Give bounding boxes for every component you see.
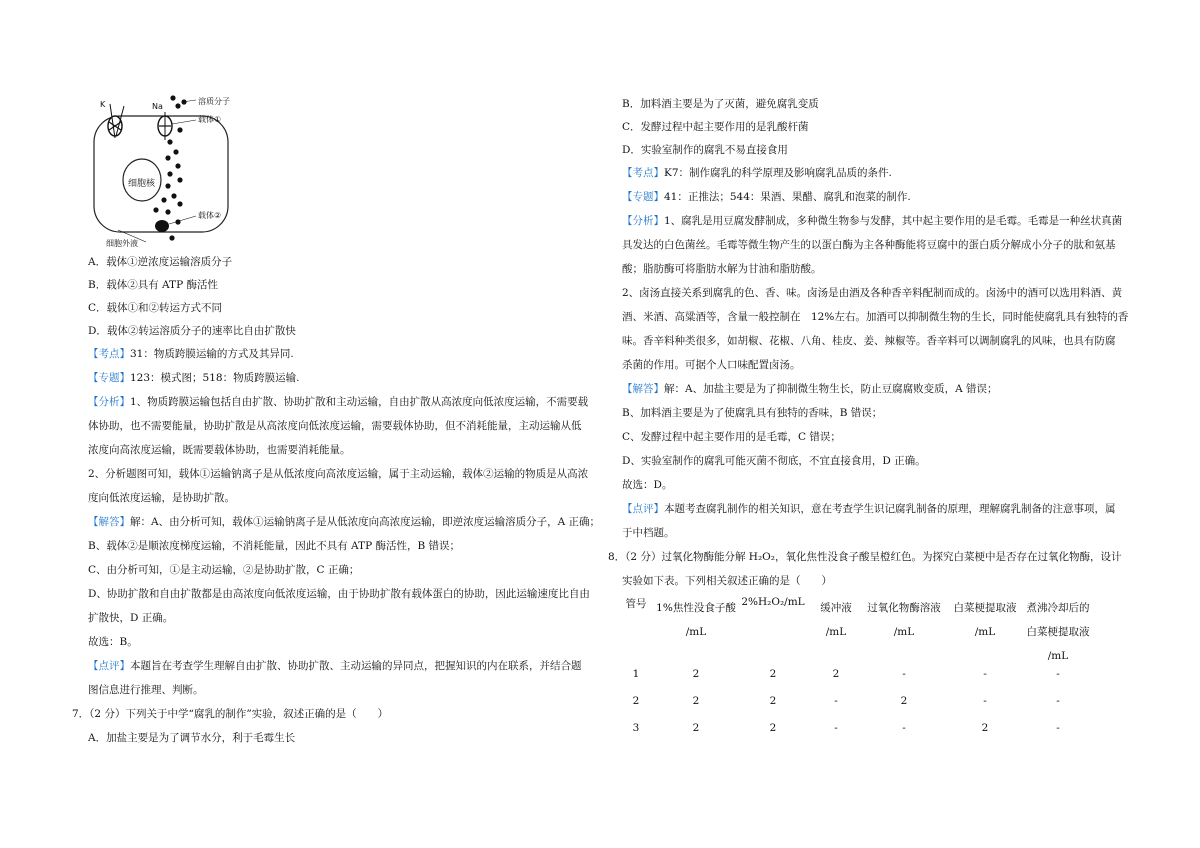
r-fenxi-line-1: 【分析】1、腐乳是用豆腐发酵制成，多种微生物参与发酵，其中起主要作用的是毛霉。毛霉是一种丝状真菌 <box>622 215 1123 227</box>
q6-option-b: B．载体②具有 ATP 酶活性 <box>88 279 218 291</box>
jieda-line-4: D、协助扩散和自由扩散都是由高浓度向低浓度运输，由于协助扩散有载体蛋白的协助，因此运输速度比自由 <box>88 588 590 600</box>
jieda-line-6: 故选：B。 <box>88 636 138 648</box>
kaodian-text: 31：物质跨膜运输的方式及其异同. <box>130 348 294 360</box>
jieda-line-5: 扩散快，D 正确。 <box>88 612 174 624</box>
r-fenxi2-line-2: 酒、米酒、高粱酒等，含量一般控制在 12%左右。加酒可以抑制微生物的生长，同时能使腐乳具有独特的香 <box>622 311 1129 323</box>
fenxi-line-2: 体协助，也不需要能量，协助扩散是从高浓度向低浓度运输，需要载体协助，但不消耗能量，主动运输从低 <box>88 420 582 432</box>
r-fenxi2-line-3: 味。香辛料种类很多，如胡椒、花椒、八角、桂皮、姜、辣椒等。香辛料可以调制腐乳的风味，也具有防腐 <box>622 335 1116 347</box>
q7-option-d: D．实验室制作的腐乳不易直接食用 <box>622 144 788 156</box>
r-kaodian-tag: 【考点】 <box>622 167 664 179</box>
q6-option-a: A．载体①逆浓度运输溶质分子 <box>88 256 233 268</box>
q6-option-d: D．载体②转运溶质分子的速率比自由扩散快 <box>88 325 296 337</box>
r-jieda-line-3: C、发酵过程中起主要作用的是毛霉，C 错误； <box>622 431 841 443</box>
q6-option-c: C．载体①和②转运方式不同 <box>88 302 223 314</box>
r-fenxi-line-3: 酸；脂肪酶可将脂肪水解为甘油和脂肪酸。 <box>622 263 822 275</box>
q7-option-c: C．发酵过程中起主要作用的是乳酸杆菌 <box>622 121 809 133</box>
dianping-line-1: 【点评】本题旨在考查学生理解自由扩散、协助扩散、主动运输的异同点，把握知识的内在联系，并结合题 <box>88 660 582 672</box>
q7-option-b: B．加料酒主要是为了灭菌，避免腐乳变质 <box>622 98 819 110</box>
cell-diagram <box>88 92 288 248</box>
th-tube: 管号 <box>625 598 647 610</box>
r-kaodian-line: 【考点】K7：制作腐乳的科学原理及影响腐乳品质的条件. <box>622 167 892 179</box>
q8-stem-line-1: 8．（2 分）过氧化物酶能分解 H₂O₂，氧化焦性没食子酸呈橙红色。为探究白菜梗中是否存在过氧化物酶，设计 <box>608 551 1122 563</box>
cell-diagram-svg <box>88 92 288 248</box>
r-fenxi2-line-4: 杀菌的作用。可据个人口味配置卤汤。 <box>622 359 801 371</box>
table-row: 1 2 2 2 - - - <box>632 668 1060 680</box>
th-peroxidase: 过氧化物酶溶液 /mL <box>867 602 941 638</box>
fenxi2-line-2: 度向低浓度运输，是协助扩散。 <box>88 492 235 504</box>
jieda-line-1: 【解答】解：A、由分析可知，载体①运输钠离子是从低浓度向高浓度运输，即逆浓度运输溶质分子，A 正确； <box>88 516 601 528</box>
q8-stem-line-2: 实验如下表。下列相关叙述正确的是（ ） <box>622 575 832 587</box>
q7-option-a: A．加盐主要是为了调节水分，利于毛霉生长 <box>88 732 296 744</box>
r-fenxi-line-2: 具发达的白色菌丝。毛霉等微生物产生的以蛋白酶为主各种酶能将豆腐中的蛋白质分解成小分子的肽和氨基 <box>622 239 1116 251</box>
th-cabbage-extract: 白菜梗提取液 /mL <box>953 602 1017 638</box>
dianping-tag: 【点评】 <box>88 660 130 672</box>
fenxi-line-3: 浓度向高浓度运输，既需要载体协助，也需要消耗能量。 <box>88 444 351 456</box>
experiment-table <box>622 596 1102 746</box>
kaodian-line <box>88 347 294 361</box>
label-k: K <box>100 100 106 109</box>
table-row: 2 2 2 - 2 - - <box>632 695 1060 707</box>
fenxi-tag: 【分析】 <box>88 396 130 408</box>
r-jieda-line-1: 【解答】解：A、加盐主要是为了抑制微生物生长，防止豆腐腐败变质，A 错误； <box>622 383 998 395</box>
table-row: 3 2 2 - - 2 - <box>632 722 1060 734</box>
r-jieda-line-5: 故选：D。 <box>622 479 673 491</box>
r-jieda-line-2: B、加料酒主要是为了使腐乳具有独特的香味，B 错误； <box>622 407 883 419</box>
r-dianping-tag: 【点评】 <box>622 503 664 515</box>
q7-stem: 7．（2 分）下列关于中学“腐乳的制作”实验，叙述正确的是（ ） <box>72 708 389 720</box>
th-boiled-extract: 煮沸冷却后的 白菜梗提取液 /mL <box>1026 602 1090 662</box>
r-fenxi-tag: 【分析】 <box>622 215 664 227</box>
label-carrier2: 载体② <box>198 211 222 220</box>
jieda-line-3: C、由分析可知，①是主动运输，②是协助扩散，C 正确； <box>88 564 360 576</box>
r-dianping-line-1: 【点评】本题考查腐乳制作的相关知识，意在考查学生识记腐乳制备的原理，理解腐乳制备的注意事项，属 <box>622 503 1116 515</box>
th-pyrogallol: 1%焦性没食子酸 /mL <box>656 602 736 638</box>
r-jieda-line-4: D、实验室制作的腐乳可能灭菌不彻底，不宜直接食用，D 正确。 <box>622 455 926 467</box>
label-solute: 溶质分子 <box>198 97 230 106</box>
jieda-line-2: B、载体②是顺浓度梯度运输，不消耗能量，因此不具有 ATP 酶活性，B 错误； <box>88 540 461 552</box>
zhuanti-tag: 【专题】 <box>88 372 130 384</box>
carrier2-shape <box>155 220 169 232</box>
fenxi-line-1: 【分析】1、物质跨膜运输包括自由扩散、协助扩散和主动运输，自由扩散从高浓度向低浓度运输，不需要载 <box>88 396 589 408</box>
dianping-line-2: 图信息进行推理、判断。 <box>88 684 204 696</box>
label-extracellular: 细胞外液 <box>106 239 138 248</box>
r-zhuanti-line: 【专题】41：正推法；544：果酒、果醋、腐乳和泡菜的制作. <box>622 191 911 203</box>
solute-molecules <box>153 95 186 240</box>
r-dianping-line-2: 于中档题。 <box>622 527 675 539</box>
r-fenxi2-line-1: 2、卤汤直接关系到腐乳的色、香、味。卤汤是由酒及各种香辛料配制而成的。卤汤中的酒可以选用料酒、黄 <box>622 287 1123 299</box>
th-buffer: 缓冲液 /mL <box>820 602 852 638</box>
label-carrier1: 载体① <box>198 115 222 124</box>
jieda-tag: 【解答】 <box>88 516 130 528</box>
r-jieda-tag: 【解答】 <box>622 383 664 395</box>
zhuanti-line <box>88 371 299 385</box>
label-nucleus: 细胞核 <box>128 179 156 189</box>
fenxi2-line-1: 2、分析题图可知，载体①运输钠离子是从低浓度向高浓度运输，属于主动运输，载体②运输的物质是从高浓 <box>88 468 589 480</box>
label-na: Na <box>152 102 163 111</box>
th-h2o2: 2%H₂O₂/mL <box>741 596 805 608</box>
r-zhuanti-tag: 【专题】 <box>622 191 664 203</box>
zhuanti-text: 123：模式图；518：物质跨膜运输. <box>130 372 300 384</box>
kaodian-tag: 【考点】 <box>88 348 130 360</box>
